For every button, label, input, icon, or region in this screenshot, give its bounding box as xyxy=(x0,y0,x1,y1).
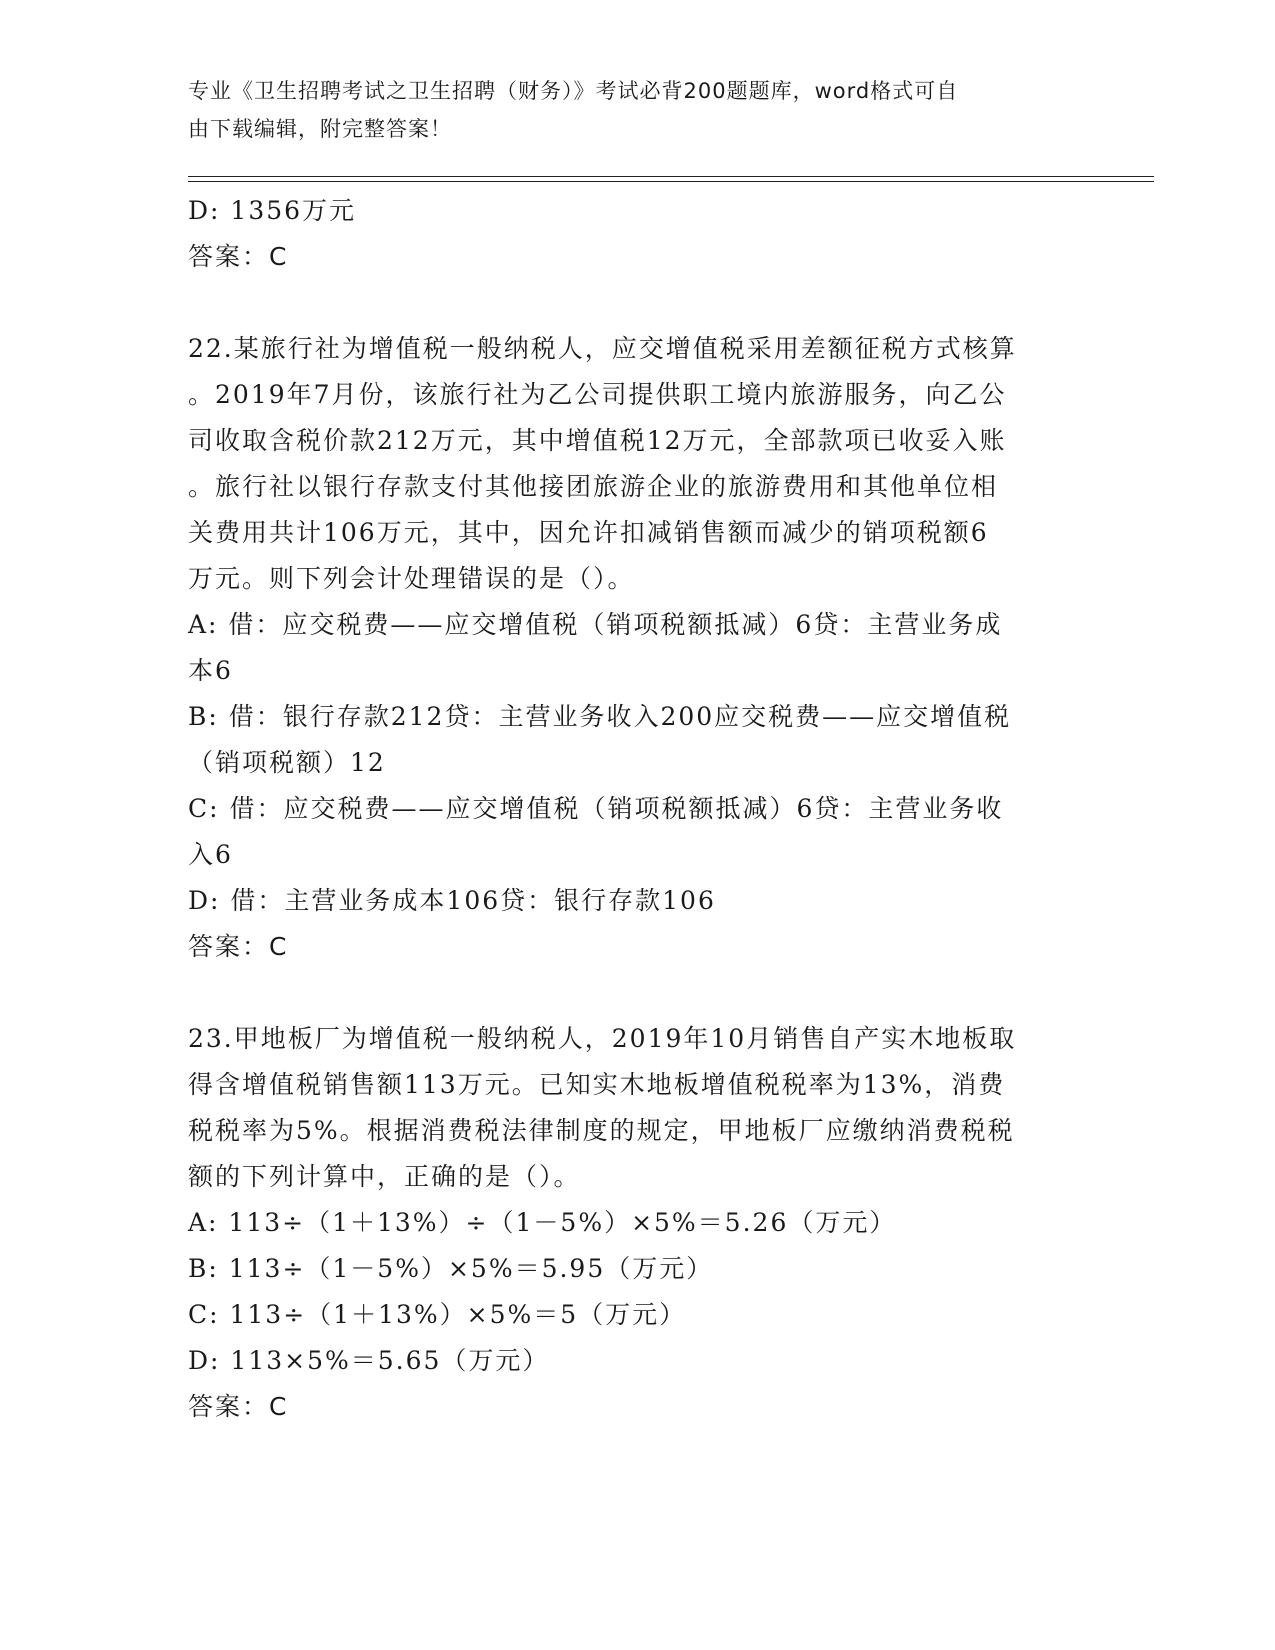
option-a-continued: 本6 xyxy=(188,656,233,685)
answer-line: 答案：C xyxy=(188,242,289,271)
previous-question-tail xyxy=(188,188,1078,280)
header-line-2: 由下载编辑，附完整答案！ xyxy=(188,117,452,141)
option-c-continued: 入6 xyxy=(188,840,233,869)
option-d: D: 1356万元 xyxy=(188,196,357,225)
question-stem-line: 额的下列计算中，正确的是（）。 xyxy=(188,1162,581,1191)
question-stem-line: 关费用共计106万元，其中，因允许扣减销售额而减少的销项税额6 xyxy=(188,518,989,547)
question-stem-line: 。2019年7月份，该旅行社为乙公司提供职工境内旅游服务，向乙公 xyxy=(188,380,1007,409)
option-d: D: 113×5%＝5.65（万元） xyxy=(188,1346,550,1375)
header-divider xyxy=(188,176,1154,177)
option-b-continued: （销项税额）12 xyxy=(188,748,386,777)
document-body xyxy=(188,188,1078,1430)
question-23 xyxy=(188,1016,1078,1430)
option-b: B: 113÷（1－5%）×5%＝5.95（万元） xyxy=(188,1254,714,1283)
option-a: A: 借：应交税费——应交增值税（销项税额抵减）6贷：主营业务成 xyxy=(188,610,1003,639)
option-a: A: 113÷（1＋13%）÷（1－5%）×5%＝5.26（万元） xyxy=(188,1208,897,1237)
spacer xyxy=(188,970,1078,1016)
question-22 xyxy=(188,326,1078,970)
page-header xyxy=(188,72,1068,148)
question-stem-line: 司收取含税价款212万元，其中增值税12万元，全部款项已收妥入账 xyxy=(188,426,1007,455)
option-d: D: 借：主营业务成本106贷：银行存款106 xyxy=(188,886,716,915)
question-stem-line: 万元。则下列会计处理错误的是（）。 xyxy=(188,564,635,593)
option-b: B: 借：银行存款212贷：主营业务收入200应交税费——应交增值税 xyxy=(188,702,1012,731)
question-stem-line: 税税率为5%。根据消费税法律制度的规定，甲地板厂应缴纳消费税税 xyxy=(188,1116,1015,1145)
option-c: C: 借：应交税费——应交增值税（销项税额抵减）6贷：主营业务收 xyxy=(188,794,1004,823)
question-stem-line: 得含增值税销售额113万元。已知实木地板增值税税率为13%，消费 xyxy=(188,1070,1006,1099)
option-c: C: 113÷（1＋13%）×5%＝5（万元） xyxy=(188,1300,687,1329)
answer-line: 答案：C xyxy=(188,932,289,961)
header-divider-secondary xyxy=(188,181,1154,182)
question-stem-line: 。旅行社以银行存款支付其他接团旅游企业的旅游费用和其他单位相 xyxy=(188,472,999,501)
question-stem-line: 22.某旅行社为增值税一般纳税人，应交增值税采用差额征税方式核算 xyxy=(188,334,1017,363)
question-stem-line: 23.甲地板厂为增值税一般纳税人，2019年10月销售自产实木地板取 xyxy=(188,1024,1017,1053)
answer-line: 答案：C xyxy=(188,1392,289,1421)
header-line-1: 专业《卫生招聘考试之卫生招聘（财务）》考试必背200题题库，word格式可自 xyxy=(188,79,959,103)
spacer xyxy=(188,280,1078,326)
